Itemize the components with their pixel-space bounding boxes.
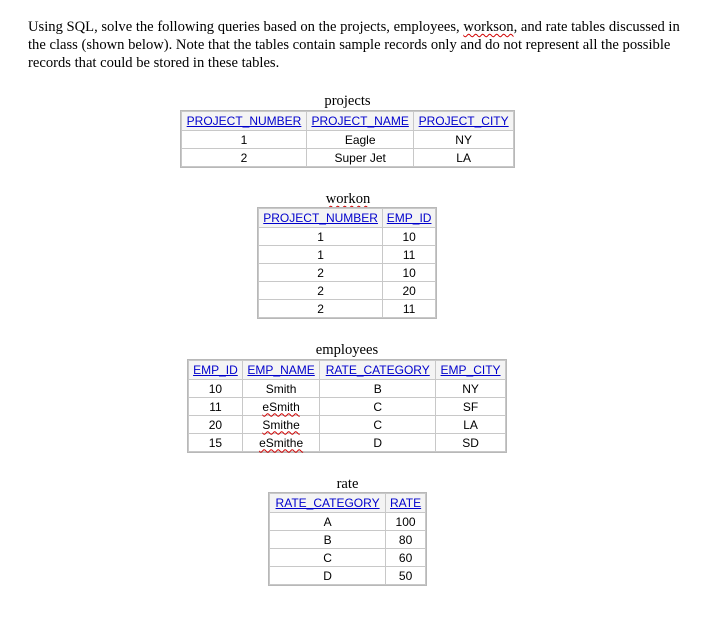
rate-cell: B (270, 531, 385, 548)
employees-cell: LA (436, 416, 505, 433)
rate-cell: 50 (386, 567, 425, 584)
employees-cell (243, 434, 320, 451)
intro-text-2: , and rate tables discussed in the class (shown below). Note that the tables contain sample records only and do not represent all the possible records that could be stored in these tables. (28, 19, 680, 71)
projects-cell: LA (414, 149, 513, 166)
workon-column-header: PROJECT_NUMBER (259, 209, 382, 227)
employees-table (187, 359, 507, 453)
table-row (189, 380, 505, 397)
rate-cell: D (270, 567, 385, 584)
table-row (259, 228, 435, 245)
rate-cell: 60 (386, 549, 425, 566)
workon-cell: 10 (383, 228, 435, 245)
table-row (259, 282, 435, 299)
projects-column-header: PROJECT_CITY (414, 112, 513, 130)
employees-cell-text: eSmith (262, 399, 300, 414)
workon-cell: 11 (383, 300, 435, 317)
workon-cell: 2 (259, 300, 382, 317)
rate-column-header: RATE (386, 494, 425, 512)
rate-column-header: RATE_CATEGORY (270, 494, 385, 512)
table-row (259, 264, 435, 281)
rate-cell: A (270, 513, 385, 530)
table-row (270, 531, 425, 548)
workon-header-row (259, 209, 435, 227)
employees-cell-text: eSmithe (259, 435, 304, 450)
workon-table (257, 207, 437, 319)
projects-column-header: PROJECT_NAME (307, 112, 413, 130)
employees-column-header: RATE_CATEGORY (320, 361, 435, 379)
projects-cell: Super Jet (307, 149, 413, 166)
rate-cell: C (270, 549, 385, 566)
employees-cell: SF (436, 398, 505, 415)
projects-cell: 2 (182, 149, 306, 166)
employees-cell-text: Smithe (262, 417, 300, 432)
projects-caption: projects (324, 93, 371, 109)
employees-cell (243, 398, 320, 415)
intro-text-1: Using SQL, solve the following queries based on the projects, employees, (28, 19, 464, 35)
workon-cell: 2 (259, 264, 382, 281)
projects-header-row (182, 112, 513, 130)
workon-cell: 10 (383, 264, 435, 281)
rate-cell: 100 (386, 513, 425, 530)
workon-cell: 11 (383, 246, 435, 263)
table-row (189, 434, 505, 451)
employees-cell: NY (436, 380, 505, 397)
workon-cell: 20 (383, 282, 435, 299)
rate-table (268, 492, 427, 586)
employees-column-header: EMP_CITY (436, 361, 505, 379)
employees-caption: employees (315, 342, 379, 358)
table-row (259, 300, 435, 317)
projects-cell: NY (414, 131, 513, 148)
employees-cell: B (320, 380, 435, 397)
employees-cell: 10 (189, 380, 242, 397)
employees-cell: D (320, 434, 435, 451)
employees-cell: C (320, 398, 435, 415)
table-row (182, 131, 513, 148)
projects-column-header: PROJECT_NUMBER (182, 112, 306, 130)
projects-cell: 1 (182, 131, 306, 148)
workon-column-header: EMP_ID (383, 209, 435, 227)
employees-header-row (189, 361, 505, 379)
employees-cell (243, 416, 320, 433)
intro-misspelled-word: workson (463, 19, 514, 35)
employees-cell: 15 (189, 434, 242, 451)
employees-column-header: EMP_ID (189, 361, 242, 379)
employees-cell: 11 (189, 398, 242, 415)
rate-cell: 80 (386, 531, 425, 548)
employees-cell: 20 (189, 416, 242, 433)
rate-caption: rate (336, 476, 359, 492)
workon-cell: 2 (259, 282, 382, 299)
employees-cell: SD (436, 434, 505, 451)
intro-paragraph (28, 18, 698, 72)
employees-cell: Smith (243, 380, 320, 397)
rate-header-row (270, 494, 425, 512)
workon-cell: 1 (259, 228, 382, 245)
workon-caption: workon (325, 191, 371, 207)
workon-cell: 1 (259, 246, 382, 263)
table-row (189, 398, 505, 415)
table-row (189, 416, 505, 433)
employees-column-header: EMP_NAME (243, 361, 320, 379)
table-row (182, 149, 513, 166)
projects-table (180, 110, 515, 168)
projects-cell: Eagle (307, 131, 413, 148)
table-row (270, 567, 425, 584)
table-row (270, 549, 425, 566)
employees-cell: C (320, 416, 435, 433)
table-row (270, 513, 425, 530)
table-row (259, 246, 435, 263)
